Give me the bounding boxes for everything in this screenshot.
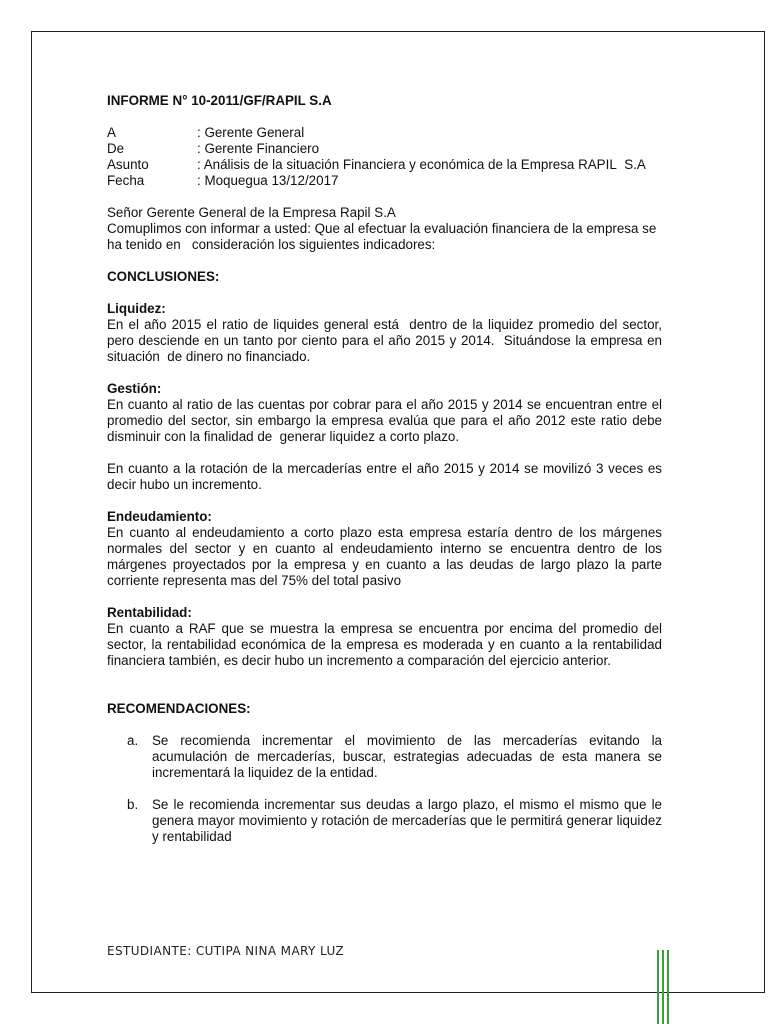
- memo-value: : Análisis de la situación Financiera y económica de la Empresa RAPIL S.A: [197, 157, 646, 172]
- section-paragraph: En el año 2015 el ratio de liquides general está dentro de la liquidez promedio del sector, pero desciende en un tanto por ciento para el año 2015 y 2014. Situándose la empresa en situación de dinero no financiado.: [107, 317, 662, 364]
- memo-value: : Moquegua 13/12/2017: [197, 173, 339, 188]
- memo-key: De: [107, 141, 125, 156]
- green-line: [662, 950, 664, 1024]
- report-body: [107, 93, 662, 861]
- report-title: INFORME N° 10-2011/GF/RAPIL S.A: [107, 93, 332, 108]
- conclusions-heading: CONCLUSIONES:: [107, 269, 220, 284]
- memo-row-to: [107, 125, 662, 141]
- recommendation-text: Se recomienda incrementar el movimiento de las mercaderías evitando la acumulación de mercaderías, buscar, estrategias adecuadas de esta manera se incrementará la liquidez de la entidad.: [152, 733, 662, 780]
- section-heading: Gestión:: [107, 381, 162, 396]
- memo-key: Fecha: [107, 173, 145, 188]
- section-paragraph: En cuanto al endeudamiento a corto plazo esta empresa estaría dentro de los márgenes normales del sector y en cuanto al endeudamiento interno se encuentra dentro de los márgenes proyectados por la empresa y en cuanto a las deudas de largo plazo la parte corriente representa mas del 75% del total pasivo: [107, 525, 662, 588]
- memo-key: A: [107, 125, 116, 140]
- section-paragraph: En cuanto a la rotación de la mercaderías entre el año 2015 y 2014 se movilizó 3 veces es decir hubo un incremento.: [107, 461, 662, 492]
- intro-paragraph: Comuplimos con informar a usted: Que al efectuar la evaluación financiera de la empresa se ha tenido en consideración los siguientes indicadores:: [107, 221, 657, 252]
- recommendations-list: [107, 733, 662, 845]
- section-liquidez: [107, 301, 662, 365]
- section-endeudamiento: [107, 509, 662, 589]
- recommendations-heading: RECOMENDACIONES:: [107, 701, 251, 716]
- recommendation-letter: a.: [127, 733, 139, 748]
- memo-value: : Gerente Financiero: [197, 141, 320, 156]
- memo-key: Asunto: [107, 157, 149, 172]
- greeting: Señor Gerente General de la Empresa Rapil S.A: [107, 205, 396, 220]
- student-name: ESTUDIANTE: CUTIPA NINA MARY LUZ: [107, 944, 345, 958]
- section-heading: Endeudamiento:: [107, 509, 212, 524]
- decorative-green-lines: [657, 950, 673, 1024]
- section-paragraph: En cuanto al ratio de las cuentas por cobrar para el año 2015 y 2014 se encuentran entre el promedio del sector, sin embargo la empresa evalúa que para el año 2012 este ratio debe disminuir con la finalidad de generar liquidez a corto plazo.: [107, 397, 662, 444]
- section-rentabilidad: [107, 605, 662, 669]
- green-line: [657, 950, 659, 1024]
- memo-row-from: [107, 141, 662, 157]
- memo-value: : Gerente General: [197, 125, 305, 140]
- green-line: [667, 950, 669, 1024]
- section-heading: Liquidez:: [107, 301, 166, 316]
- recommendation-letter: b.: [127, 797, 139, 812]
- recommendation-item: [107, 797, 662, 845]
- recommendation-item: [107, 733, 662, 781]
- recommendation-text: Se le recomienda incrementar sus deudas a largo plazo, el mismo el mismo que le genera mayor movimiento y rotación de mercaderías que le permitirá generar liquidez y rentabilidad: [152, 797, 662, 844]
- section-heading: Rentabilidad:: [107, 605, 192, 620]
- memo-header: [107, 125, 662, 189]
- memo-row-subject: [107, 157, 662, 173]
- memo-row-date: [107, 173, 662, 189]
- section-paragraph: En cuanto a RAF que se muestra la empresa se encuentra por encima del promedio del sector, la rentabilidad económica de la empresa es moderada y en cuanto a la rentabilidad financiera también, es decir hubo un incremento a comparación del ejercicio anterior.: [107, 621, 662, 668]
- section-gestion: [107, 381, 662, 493]
